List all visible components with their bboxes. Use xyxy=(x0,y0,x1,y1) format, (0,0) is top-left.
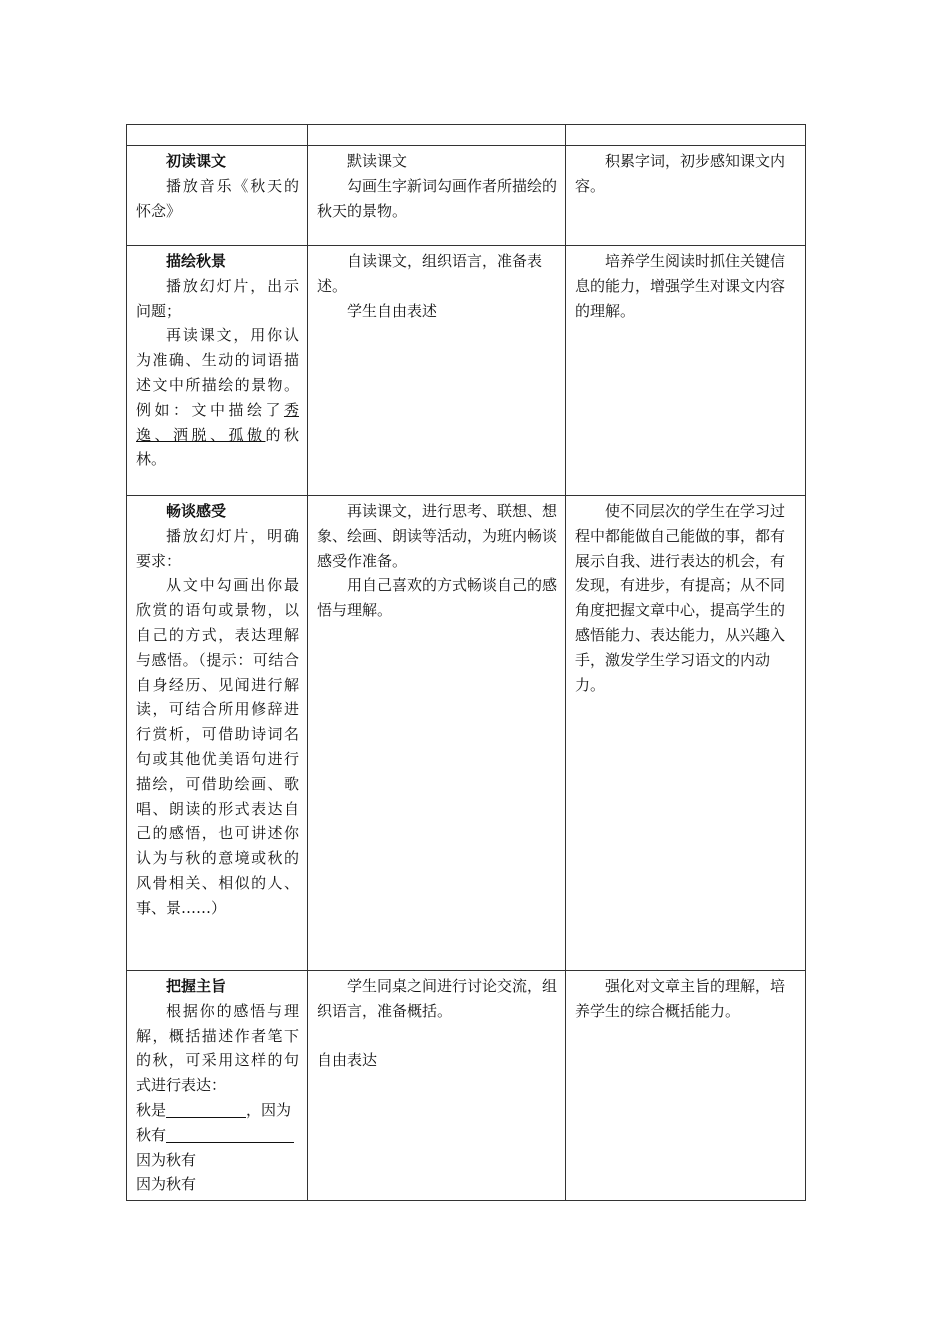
table-row xyxy=(127,971,806,1201)
teacher-activity-cell xyxy=(127,971,308,1201)
student-text: 再读课文，进行思考、联想、想象、绘画、朗读等活动，为班内畅谈感受作准备。 xyxy=(317,502,558,570)
fill-blank xyxy=(166,1124,294,1143)
header-cell-3 xyxy=(566,125,806,146)
student-text: 学生自由表述 xyxy=(347,301,438,320)
teacher-activity-cell xyxy=(127,146,308,246)
spacer xyxy=(317,1024,557,1049)
section-title: 把握主旨 xyxy=(166,977,227,995)
sentence-frame-line xyxy=(136,1123,299,1148)
text-segment: 的秋林。 xyxy=(136,425,299,469)
lesson-plan-table xyxy=(126,124,806,1201)
student-activity-cell xyxy=(308,496,566,971)
section-title: 畅谈感受 xyxy=(166,502,227,520)
design-intent-cell xyxy=(566,246,806,496)
student-text: 用自己喜欢的方式畅谈自己的感悟与理解。 xyxy=(317,576,558,620)
table-row xyxy=(127,246,806,496)
student-activity-cell xyxy=(308,971,566,1201)
intent-text: 培养学生阅读时抓住关键信息的能力，增强学生对课文内容的理解。 xyxy=(575,252,786,320)
table-header-row xyxy=(127,125,806,146)
teacher-text: 播放音乐《秋天的怀念》 xyxy=(136,176,299,220)
intent-text: 强化对文章主旨的理解，培养学生的综合概括能力。 xyxy=(575,977,786,1020)
table-row xyxy=(127,496,806,971)
design-intent-cell xyxy=(566,971,806,1201)
teacher-text: 从文中勾画出你最欣赏的语句或景物，以自己的方式，表达理解与感悟。（提示：可结合自身经历、见闻进行解读，可结合所用修辞进行赏析，可借助诗词名句或其他优美语句进行描绘，可借助绘画、歌唱、朗读的形式表达自己的感悟，也可讲述你认为与秋的意境或秋的风骨相关、相似的人、事、景……） xyxy=(136,576,299,917)
teacher-activity-cell xyxy=(127,246,308,496)
text-segment: 秋有 xyxy=(136,1125,167,1144)
design-intent-cell xyxy=(566,146,806,246)
student-text: 学生同桌之间进行讨论交流，组织语言，准备概括。 xyxy=(317,977,558,1020)
teacher-text xyxy=(136,323,299,472)
student-text: 自读课文，组织语言，准备表述。 xyxy=(317,252,543,295)
table-row xyxy=(127,146,806,246)
teacher-activity-cell xyxy=(127,496,308,971)
student-activity-cell xyxy=(308,246,566,496)
sentence-frame-line: 因为秋有 xyxy=(136,1175,197,1194)
student-text: 默读课文 xyxy=(347,152,408,170)
teacher-text: 根据你的感悟与理解，概括描述作者笔下的秋，可采用这样的句式进行表达： xyxy=(136,1001,299,1095)
teacher-text: 播放幻灯片，明确要求： xyxy=(136,526,299,570)
header-cell-1 xyxy=(127,125,308,146)
intent-text: 使不同层次的学生在学习过程中都能做自己能做的事，都有展示自我、进行表达的机会，有发现，有进步，有提高；从不同角度把握文章中心，提高学生的感悟能力、表达能力，从兴趣入手，激发学生学习语文的内动力。 xyxy=(575,502,786,694)
section-title: 描绘秋景 xyxy=(166,252,227,270)
sentence-frame-line: 因为秋有 xyxy=(136,1150,197,1169)
section-title: 初读课文 xyxy=(166,152,227,170)
teacher-text: 播放幻灯片，出示问题； xyxy=(136,276,299,320)
student-text: 自由表达 xyxy=(317,1051,378,1070)
intent-text: 积累字词，初步感知课文内容。 xyxy=(575,152,786,195)
student-text: 勾画生字新词勾画作者所描绘的秋天的景物。 xyxy=(317,176,558,220)
underlined-text: 秀逸、洒脱、孤傲 xyxy=(136,400,299,444)
text-segment: 秋是 xyxy=(136,1100,167,1119)
student-activity-cell xyxy=(308,146,566,246)
header-cell-2 xyxy=(308,125,566,146)
sentence-frame-line xyxy=(136,1098,299,1123)
text-segment: 再读课文，用你认为准确、生动的词语描述文中所描绘的景物。例如：文中描绘了 xyxy=(136,326,299,419)
design-intent-cell xyxy=(566,496,806,971)
fill-blank xyxy=(166,1099,246,1118)
text-segment: ，因为 xyxy=(246,1100,292,1119)
